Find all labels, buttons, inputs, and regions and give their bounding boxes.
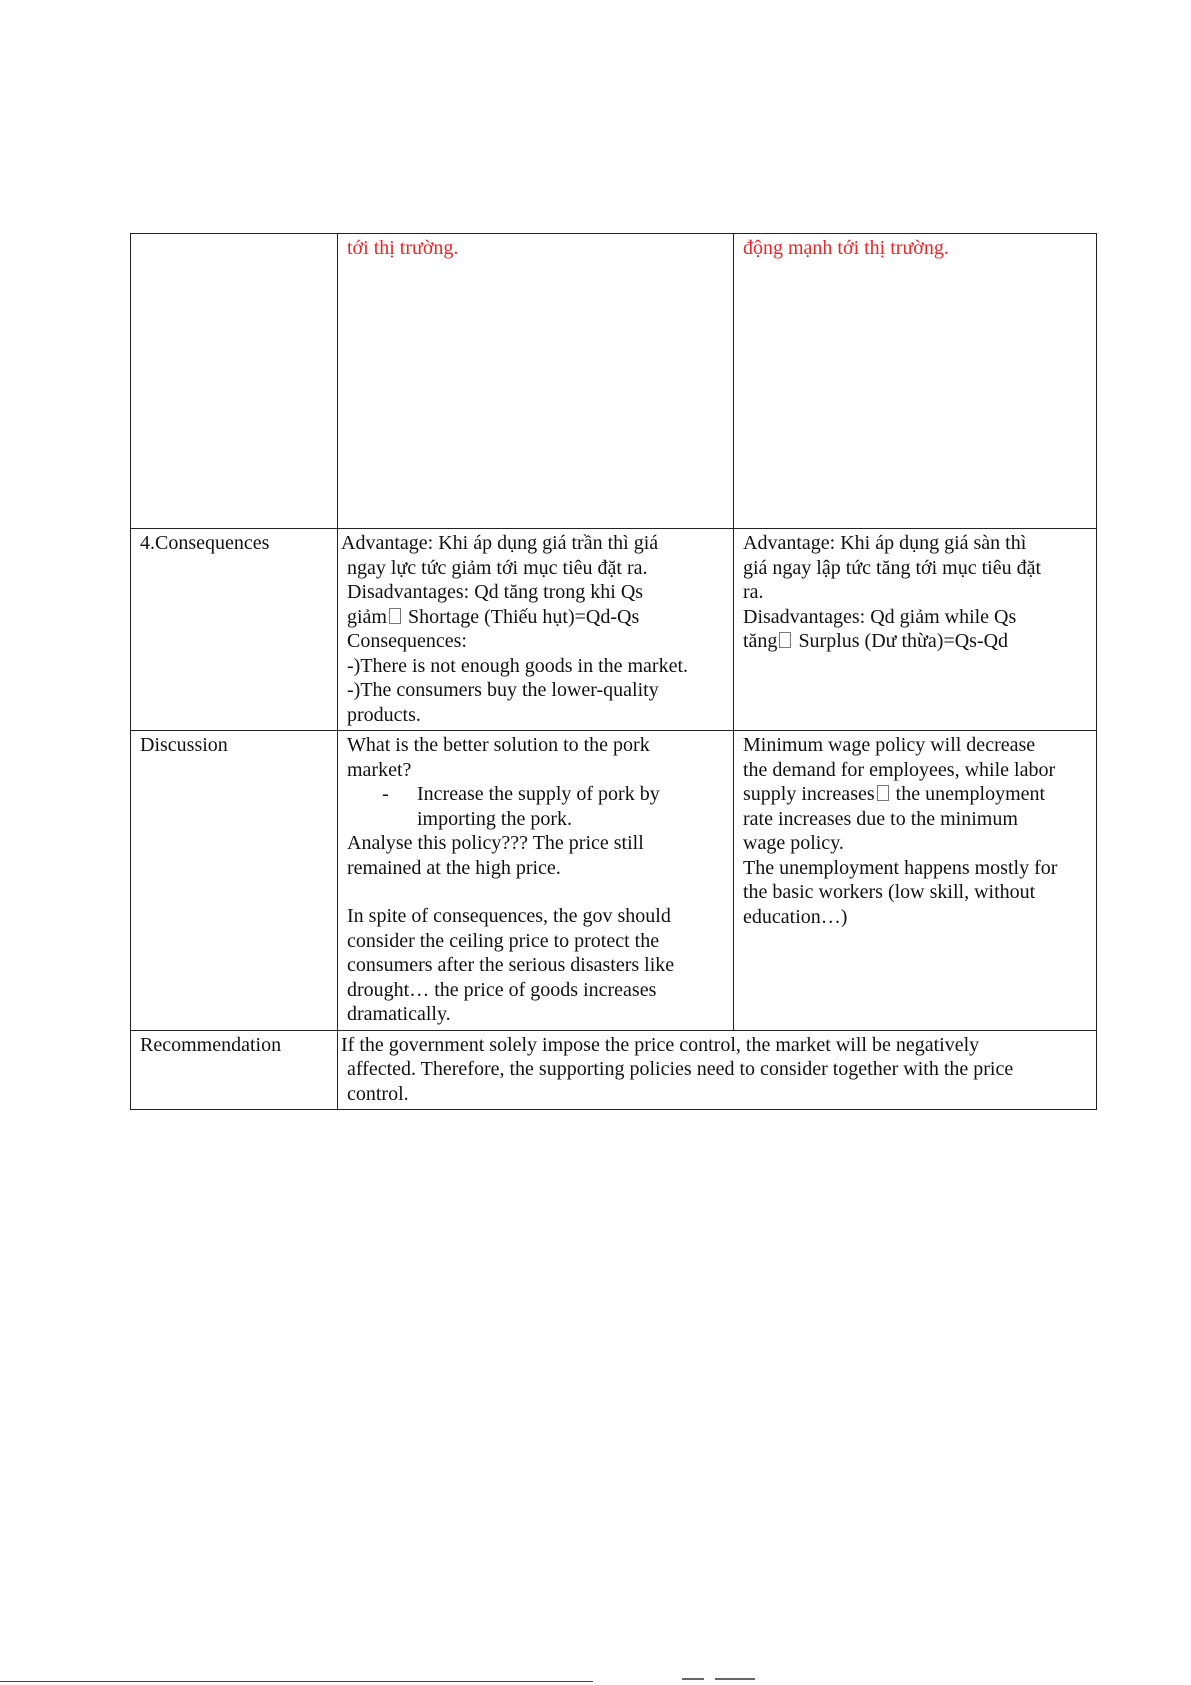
floor-consequences-cell <box>734 529 1097 731</box>
text-line: Advantage: Khi áp dụng giá trần thì giá <box>341 532 659 554</box>
text-fragment: giảm <box>347 605 387 628</box>
ceiling-text-line: tới thị trường. <box>347 237 459 259</box>
text-line: affected. Therefore, the supporting policies need to consider together with the price <box>347 1058 1014 1080</box>
footer-fragment <box>715 1678 755 1680</box>
text-line: giá ngay lập tức tăng tới mục tiêu đặt <box>743 556 1041 579</box>
row-label-discussion: Discussion <box>140 734 228 756</box>
text-line: remained at the high price. <box>347 856 561 879</box>
text-line: -)The consumers buy the lower-quality <box>347 679 659 701</box>
text-fragment: tăng <box>743 630 778 652</box>
ceiling-consequences-cell <box>338 529 734 731</box>
floor-text-line: động mạnh tới thị trường. <box>743 237 949 259</box>
table-row <box>131 234 1097 529</box>
text-fragment: the unemployment <box>890 783 1046 805</box>
text-line <box>743 782 1088 807</box>
recommendation-cell <box>338 1030 1097 1110</box>
row-label-cell <box>131 234 338 529</box>
text-line: ngay lực tức giảm tới mục tiêu đặt ra. <box>347 556 648 579</box>
text-line: In spite of consequences, the gov should <box>347 905 671 927</box>
row-label-cell <box>131 731 338 1031</box>
text-line: Disadvantages: Qd tăng trong khi Qs <box>347 581 644 603</box>
text-line: consider the ceiling price to protect the <box>347 929 660 952</box>
arrow-glyph-icon <box>389 608 401 624</box>
text-line: control. <box>347 1082 409 1105</box>
row-label-cell <box>131 529 338 731</box>
comparison-table <box>130 233 1097 1110</box>
text-line: the basic workers (low skill, without <box>743 881 1036 903</box>
text-line: What is the better solution to the pork <box>347 734 650 756</box>
row-label-consequences: 4.Consequences <box>140 532 270 554</box>
table-row <box>131 529 1097 731</box>
text-line: dramatically. <box>347 1003 451 1025</box>
table-row <box>131 731 1097 1031</box>
text-line: importing the pork. <box>417 807 572 830</box>
table-row <box>131 1030 1097 1110</box>
footer-rule <box>0 1681 593 1682</box>
text-line: Advantage: Khi áp dụng giá sàn thì <box>743 532 1027 554</box>
text-line: Increase the supply of pork by <box>417 783 660 805</box>
footer-fragment <box>682 1678 704 1680</box>
text-line: drought… the price of goods increases <box>347 978 657 1001</box>
blank-line <box>347 880 725 904</box>
text-fragment: Shortage (Thiếu hụt)=Qd-Qs <box>403 605 640 628</box>
ceiling-cell <box>338 234 734 529</box>
text-line: rate increases due to the minimum <box>743 807 1018 830</box>
floor-cell <box>734 234 1097 529</box>
text-line: The unemployment happens mostly for <box>743 856 1058 879</box>
text-line: ra. <box>743 581 764 603</box>
text-line: -)There is not enough goods in the market. <box>347 654 689 677</box>
text-line <box>347 605 725 630</box>
arrow-glyph-icon <box>779 632 791 648</box>
text-line: products. <box>347 703 421 726</box>
text-line: Analyse this policy??? The price still <box>347 832 644 854</box>
ceiling-discussion-cell <box>338 731 734 1031</box>
row-label-recommendation: Recommendation <box>140 1033 282 1056</box>
floor-discussion-cell <box>734 731 1097 1031</box>
bullet-dash: - <box>382 783 389 805</box>
text-fragment: Surplus (Dư thừa)=Qs-Qd <box>793 630 1009 652</box>
text-line: Disadvantages: Qd giảm while Qs <box>743 605 1017 628</box>
text-line: wage policy. <box>743 832 844 854</box>
text-line: education…) <box>743 905 848 928</box>
row-label-cell <box>131 1030 338 1110</box>
text-fragment: supply increases <box>743 783 875 805</box>
text-line: Consequences: <box>347 630 467 652</box>
text-line: consumers after the serious disasters like <box>347 954 675 976</box>
text-line: If the government solely impose the price control, the market will be negatively <box>341 1033 980 1056</box>
text-line: market? <box>347 758 412 781</box>
arrow-glyph-icon <box>877 785 889 801</box>
text-line: the demand for employees, while labor <box>743 758 1056 781</box>
bullet-item <box>347 782 725 831</box>
text-line: Minimum wage policy will decrease <box>743 734 1036 756</box>
text-line <box>743 629 1088 654</box>
